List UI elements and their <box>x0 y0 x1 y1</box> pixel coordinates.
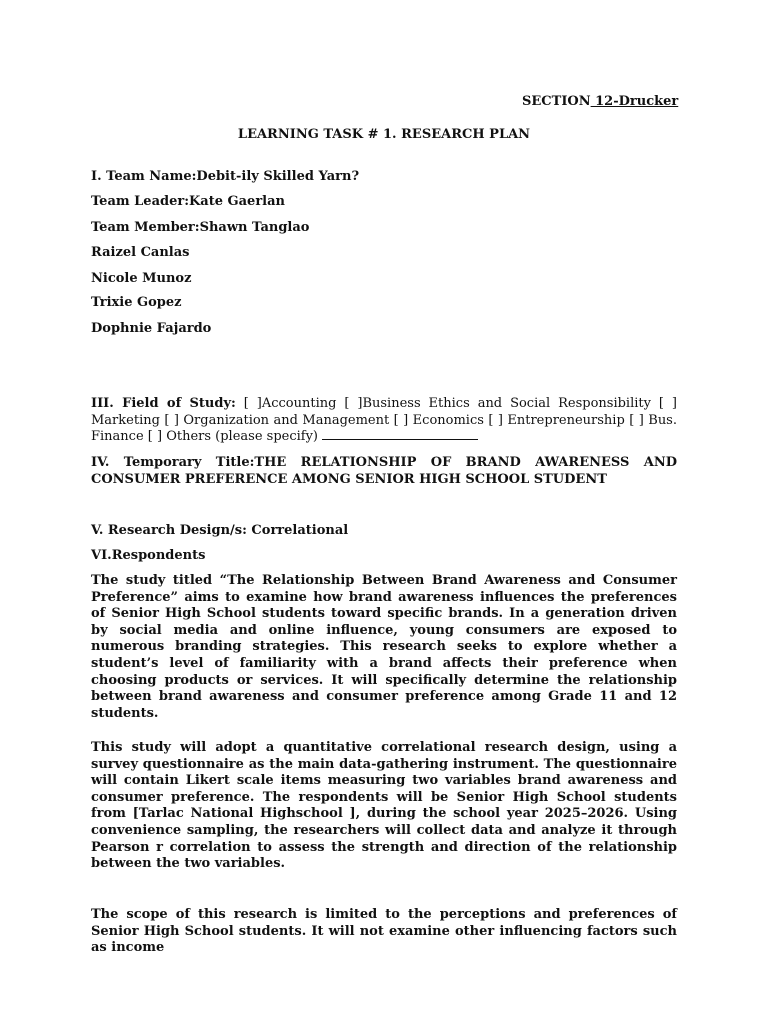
field-of-study <box>91 396 677 446</box>
body-paragraph: The study titled “The Relationship Between Brand Awareness and Consumer Preference” aims to examine how brand awareness influences the preferences of Senior High School students toward specific brands. In a generation driven by social media and online influence, young consumers are exposed to numerous branding strategies. This research seeks to explore whether a student’s level of familiarity with a brand affects their preference when choosing products or services. It will specifically determine the relationship between brand awareness and consumer preference among Grade 11 and 12 students. <box>91 573 677 721</box>
body-paragraph: This study will adopt a quantitative correlational research design, using a survey questionnaire as the main data-gathering instrument. The questionnaire will contain Likert scale items measuring two variables brand awareness and consumer preference. The respondents will be Senior High School students from [Tarlac National Highschool ], during the school year 2025–2026. Using convenience sampling, the researchers will collect data and analyze it through Pearson r correlation to assess the strength and direction of the relationship between the two variables. <box>91 740 677 872</box>
specify-blank-line <box>322 429 478 440</box>
team-member-name: Dophnie Fajardo <box>91 321 212 336</box>
temporary-title: IV. Temporary Title:THE RELATIONSHIP OF BRAND AWARENESS AND CONSUMER PREFERENCE AMONG SENIOR HIGH SCHOOL STUDENT <box>91 455 677 487</box>
team-member-name: Nicole Munoz <box>91 271 192 286</box>
field-of-study-options: [ ]Accounting [ ]Business Ethics and Social Responsibility [ ] Marketing [ ] Organization and Management [ ] Economics [ ] Entrepreneurship [ ] Bus. Finance [ ] Others (please specify) <box>91 396 677 445</box>
task-title: LEARNING TASK # 1. RESEARCH PLAN <box>237 127 531 142</box>
respondents-heading: VI.Respondents <box>91 548 206 563</box>
team-member: Team Member:Shawn Tanglao <box>91 220 310 235</box>
body-paragraph: The scope of this research is limited to the perceptions and preferences of Senior High School students. It will not examine other influencing factors such as income <box>91 907 677 956</box>
field-of-study-label: III. Field of Study: <box>91 396 236 411</box>
research-design: V. Research Design/s: Correlational <box>91 523 349 538</box>
section-prefix: SECTION <box>522 94 591 109</box>
team-member-name: Trixie Gopez <box>91 295 182 310</box>
team-member-name: Raizel Canlas <box>91 245 190 260</box>
section-label <box>522 93 678 110</box>
team-name: I. Team Name:Debit-ily Skilled Yarn? <box>91 169 360 184</box>
team-leader: Team Leader:Kate Gaerlan <box>91 194 285 209</box>
section-value: 12-Drucker <box>590 94 679 109</box>
